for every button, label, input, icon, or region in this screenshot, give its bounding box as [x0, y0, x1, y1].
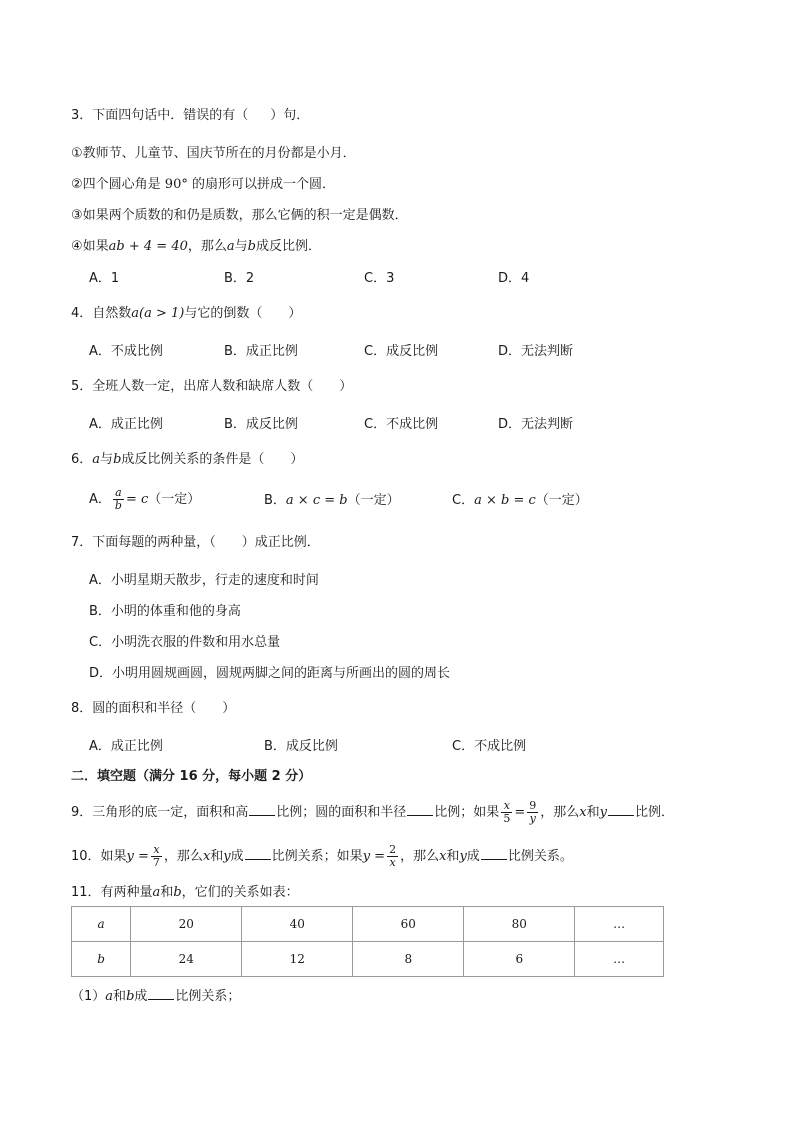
q9-blank-3[interactable]: [608, 802, 634, 816]
table-cell: 24: [131, 942, 242, 977]
q3-option-a[interactable]: A．1: [89, 271, 120, 286]
q10-stem: 10．如果y = $\frac{x}{7}$ ，那么x和y成 比例关系；如果y = $\frac{2}{x}$ ，那么x和y成 比例关系。: [71, 843, 573, 869]
table-cell: 12: [242, 942, 353, 977]
q7-option-c[interactable]: C．小明洗衣服的件数和用水总量: [89, 635, 281, 650]
q4-stem: 4．自然数a(a > 1)与它的倒数（ ）: [71, 306, 302, 321]
q3-stem: 3．下面四句话中．错误的有（ ）句．: [71, 108, 310, 123]
table-cell: 8: [353, 942, 464, 977]
q6-stem: 6．a与b成反比例关系的条件是（ ）: [71, 452, 304, 467]
q11-subquestion-1: （1）a和b成 比例关系；: [71, 986, 240, 1006]
table-cell: 20: [131, 907, 242, 942]
q9-blank-2[interactable]: [407, 802, 433, 816]
table-cell: 40: [242, 907, 353, 942]
q6-option-c[interactable]: C．a × b = c（一定）: [452, 493, 588, 508]
q9-fraction-2: $\frac{9}{y}$: [529, 799, 537, 825]
q10-blank-2[interactable]: [481, 846, 507, 860]
q3-option-d[interactable]: D．4: [498, 271, 530, 286]
q11-blank-1[interactable]: [148, 986, 174, 1000]
table-cell: …: [575, 942, 664, 977]
q9-stem: 9．三角形的底一定，面积和高 比例；圆的面积和半径 比例；如果 $\frac{x}{5}$ = $\frac{9}{y}$ ，那么x和y 比例．: [71, 799, 674, 825]
q3-statement-3: ③如果两个质数的和仍是质数，那么它俩的积一定是偶数．: [71, 208, 408, 223]
q4-option-d[interactable]: D．无法判断: [498, 344, 574, 359]
table-cell: a: [72, 907, 131, 942]
q4-option-b[interactable]: B．成正比例: [224, 344, 298, 359]
q10-blank-1[interactable]: [245, 846, 271, 860]
q10-fraction-2: $\frac{2}{x}$: [389, 843, 397, 869]
q3-statement-2: ②四个圆心角是 90° 的扇形可以拼成一个圆．: [71, 177, 335, 192]
table-row: [72, 942, 664, 977]
q11-stem: 11．有两种量a和b，它们的关系如表：: [71, 885, 299, 900]
q8-option-c[interactable]: C．不成比例: [452, 739, 527, 754]
table-cell: 80: [464, 907, 575, 942]
q3-option-b[interactable]: B．2: [224, 271, 255, 286]
table-cell: …: [575, 907, 664, 942]
q3-option-c[interactable]: C．3: [364, 271, 395, 286]
q3-statement-1: ①教师节、儿童节、国庆节所在的月份都是小月．: [71, 146, 356, 161]
q7-stem: 7．下面每题的两种量，（ ）成正比例．: [71, 535, 320, 550]
q7-option-a[interactable]: A．小明星期天散步，行走的速度和时间: [89, 573, 319, 588]
q9-blank-1[interactable]: [249, 802, 275, 816]
q4-option-a[interactable]: A．不成比例: [89, 344, 163, 359]
q5-option-c[interactable]: C．不成比例: [364, 417, 439, 432]
q11-relation-table: [71, 906, 664, 977]
q8-option-a[interactable]: A．成正比例: [89, 739, 163, 754]
q10-fraction-1: $\frac{x}{7}$: [152, 843, 160, 869]
q8-option-b[interactable]: B．成反比例: [264, 739, 338, 754]
q8-stem: 8．圆的面积和半径（ ）: [71, 701, 236, 716]
q5-option-b[interactable]: B．成反比例: [224, 417, 298, 432]
section-2-title: 二．填空题（满分 16 分，每小题 2 分）: [71, 769, 312, 784]
table-cell: b: [72, 942, 131, 977]
q6-option-a[interactable]: A． $\frac{a}{b}$ = c（一定）: [89, 486, 201, 512]
table-row: [72, 907, 664, 942]
q7-option-d[interactable]: D．小明用圆规画圆，圆规两脚之间的距离与所画出的圆的周长: [89, 666, 451, 681]
q7-option-b[interactable]: B．小明的体重和他的身高: [89, 604, 241, 619]
q5-stem: 5．全班人数一定，出席人数和缺席人数（ ）: [71, 379, 353, 394]
table-cell: 6: [464, 942, 575, 977]
q5-option-a[interactable]: A．成正比例: [89, 417, 163, 432]
q6-option-b[interactable]: B．a × c = b（一定）: [264, 493, 400, 508]
table-cell: 60: [353, 907, 464, 942]
q5-option-d[interactable]: D．无法判断: [498, 417, 574, 432]
q3-statement-4: ④如果ab + 4 = 40，那么a与b成反比例．: [71, 239, 321, 254]
q9-fraction-1: $\frac{x}{5}$: [503, 799, 511, 825]
q4-option-c[interactable]: C．成反比例: [364, 344, 439, 359]
q6-option-a-fraction: $\frac{a}{b}$: [114, 486, 122, 512]
